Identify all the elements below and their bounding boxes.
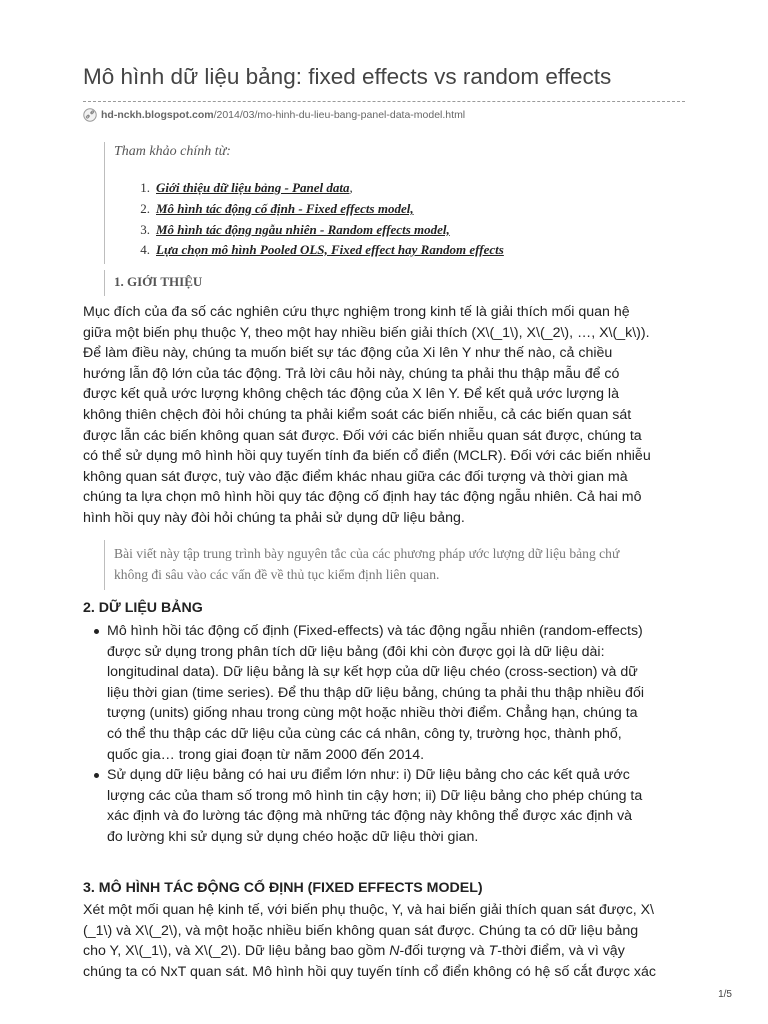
introduction-paragraph <box>83 302 687 529</box>
reference-suffix: , <box>349 180 353 195</box>
title-divider <box>83 101 685 102</box>
text-line: được sử dụng trong phân tích dữ liệu bảng (đôi khi còn được gọi là dữ liệu dài: <box>107 643 605 660</box>
source-url[interactable] <box>83 107 465 123</box>
text-line: không thiên chệch đòi hỏi chúng ta phải kiểm soát các biến nhiễu, cả các biến quan sát <box>83 406 632 423</box>
references-heading: Tham khảo chính từ: <box>114 144 231 159</box>
reference-number: 4. <box>140 242 150 257</box>
text-line: đo lường khi sử dụng sử dụng chéo hoặc dữ liệu thời gian. <box>107 828 479 845</box>
reference-link[interactable]: Giới thiệu dữ liệu bảng - Panel data <box>156 180 350 195</box>
text-run-italic: T <box>488 943 498 960</box>
reference-item <box>130 222 450 238</box>
text-line: tượng (units) giống nhau trong cùng một hoặc nhiều thời điểm. Chẳng hạn, chúng ta <box>107 705 638 722</box>
reference-item <box>130 242 504 258</box>
page-title: Mô hình dữ liệu bảng: fixed effects vs random effects <box>83 64 612 89</box>
text-line: Mục đích của đa số các nghiên cứu thực nghiệm trong kinh tế là giải thích mối quan hệ <box>83 304 630 320</box>
note-quote <box>114 543 694 585</box>
text-line: Để làm điều này, chúng ta muốn biết sự tác động của Xi lên Y như thế nào, cả chiều <box>83 345 613 362</box>
text-line: lượng các của tham số trong mô hình tin cậy hơn; ii) Dữ liệu bảng cho phép chúng ta <box>107 787 643 804</box>
text-line: chúng ta lựa chọn mô hình hồi quy tác động cố định hay tác động ngẫu nhiên. Cả hai mô <box>83 489 642 506</box>
text-line: có thể sử dụng mô hình hồi quy tuyến tính đa biến cổ điển (MCLR). Đối với các biến nhiễu <box>83 448 651 465</box>
text-line <box>83 921 687 942</box>
text-run-italic: N <box>389 943 400 960</box>
text-line: được kết quả ước lượng không chệch tác động của X lên Y. Để kết quả ước lượng là <box>83 386 619 403</box>
section-heading-fixed-effects: 3. MÔ HÌNH TÁC ĐỘNG CỐ ĐỊNH (FIXED EFFECTS MODEL) <box>83 880 483 896</box>
quote-marker <box>104 540 105 590</box>
text-line: xác định và đo lường tác động mà những tác động này không thể được xác định và <box>107 808 633 825</box>
reference-number: 1. <box>140 180 150 195</box>
text-run: (_1\) và X\(_2\), và một hoặc nhiều biến không quan sát được. Chúng ta có dữ liệu bảng <box>83 922 639 939</box>
source-path[interactable]: /2014/03/mo-hinh-du-lieu-bang-panel-data-model.html <box>213 109 466 121</box>
link-icon <box>83 108 97 122</box>
text-line: hướng lẫn độ lớn của tác động. Trả lời câu hỏi này, chúng ta phải thu thập mẫu để có <box>83 365 620 382</box>
text-line: giữa một biến phụ thuộc Y, theo một hay nhiều biến giải thích (X\(_1\), X\(_2\), …, X\(_k\)). <box>83 324 650 341</box>
text-line: không quan sát được, tuỳ vào đặc điểm khác nhau giữa các đối tượng và thời gian mà <box>83 468 628 485</box>
text-line: được lẫn các biến không quan sát được. Đối với các biến nhiễu quan sát được, chúng ta <box>83 427 642 444</box>
reference-number: 2. <box>140 201 150 216</box>
source-domain[interactable]: hd-nckh.blogspot.com <box>101 109 214 121</box>
text-line: quốc gia… trong giai đoạn từ năm 2000 đến 2014. <box>107 746 425 763</box>
list-item <box>107 621 697 765</box>
text-run: -thời điểm, và vì vậy <box>497 943 625 960</box>
reference-link[interactable]: Mô hình tác động ngẫu nhiên - Random effects model, <box>156 222 450 237</box>
reference-link[interactable]: Lựa chọn mô hình Pooled OLS, Fixed effect hay Random effects <box>156 242 504 257</box>
text-run: chúng ta có NxT quan sát. Mô hình hồi quy tuyến tính cổ điển không có hệ số cắt được xác <box>83 963 656 980</box>
reference-item <box>130 201 414 217</box>
fixed-effects-paragraph <box>83 900 687 982</box>
text-line: có thể thu thập các dữ liệu của cùng các cá nhân, công ty, trường học, thành phố, <box>107 725 622 742</box>
section-heading-introduction: 1. GIỚI THIỆU <box>114 274 203 289</box>
text-line <box>83 962 687 983</box>
text-run: cho Y, X\(_1\), và X\(_2\). Dữ liệu bảng bao gồm <box>83 943 390 960</box>
section-marker <box>104 270 105 296</box>
bullet-icon <box>94 773 99 778</box>
text-line: hình hồi quy này đòi hỏi chúng ta phải sử dụng dữ liệu bảng. <box>83 509 465 526</box>
text-run: -đối tượng và <box>399 943 489 960</box>
text-line: longitudinal data). Dữ liệu bảng là sự kết hợp của dữ liệu chéo (cross-section) và dữ <box>107 664 638 681</box>
text-line: Sử dụng dữ liệu bảng có hai ưu điểm lớn như: i) Dữ liệu bảng cho các kết quả ước <box>107 767 630 783</box>
text-line: Mô hình hồi tác động cố định (Fixed-effects) và tác động ngẫu nhiên (random-effects) <box>107 623 643 639</box>
text-line: liệu thời gian (time series). Để thu thập dữ liệu bảng, chúng ta phải thu thập nhiều đối <box>107 684 644 701</box>
page-number: 1/5 <box>718 989 732 1000</box>
text-line <box>83 941 687 962</box>
bullet-icon <box>94 629 99 634</box>
reference-number: 3. <box>140 222 150 237</box>
text-run: Xét một mối quan hệ kinh tế, với biến phụ thuộc, Y, và hai biến giải thích quan sát được, X\ <box>83 902 654 918</box>
text-line: không đi sâu vào các vấn đề về thủ tục kiểm định liên quan. <box>114 567 440 582</box>
reference-link[interactable]: Mô hình tác động cố định - Fixed effects model, <box>156 201 414 216</box>
section-heading-panel-data: 2. DỮ LIỆU BẢNG <box>83 600 203 616</box>
list-item <box>107 765 697 847</box>
reference-item <box>130 180 353 196</box>
text-line <box>83 900 687 921</box>
text-line: Bài viết này tập trung trình bày nguyên tắc của các phương pháp ước lượng dữ liệu bảng chứ <box>114 546 620 561</box>
